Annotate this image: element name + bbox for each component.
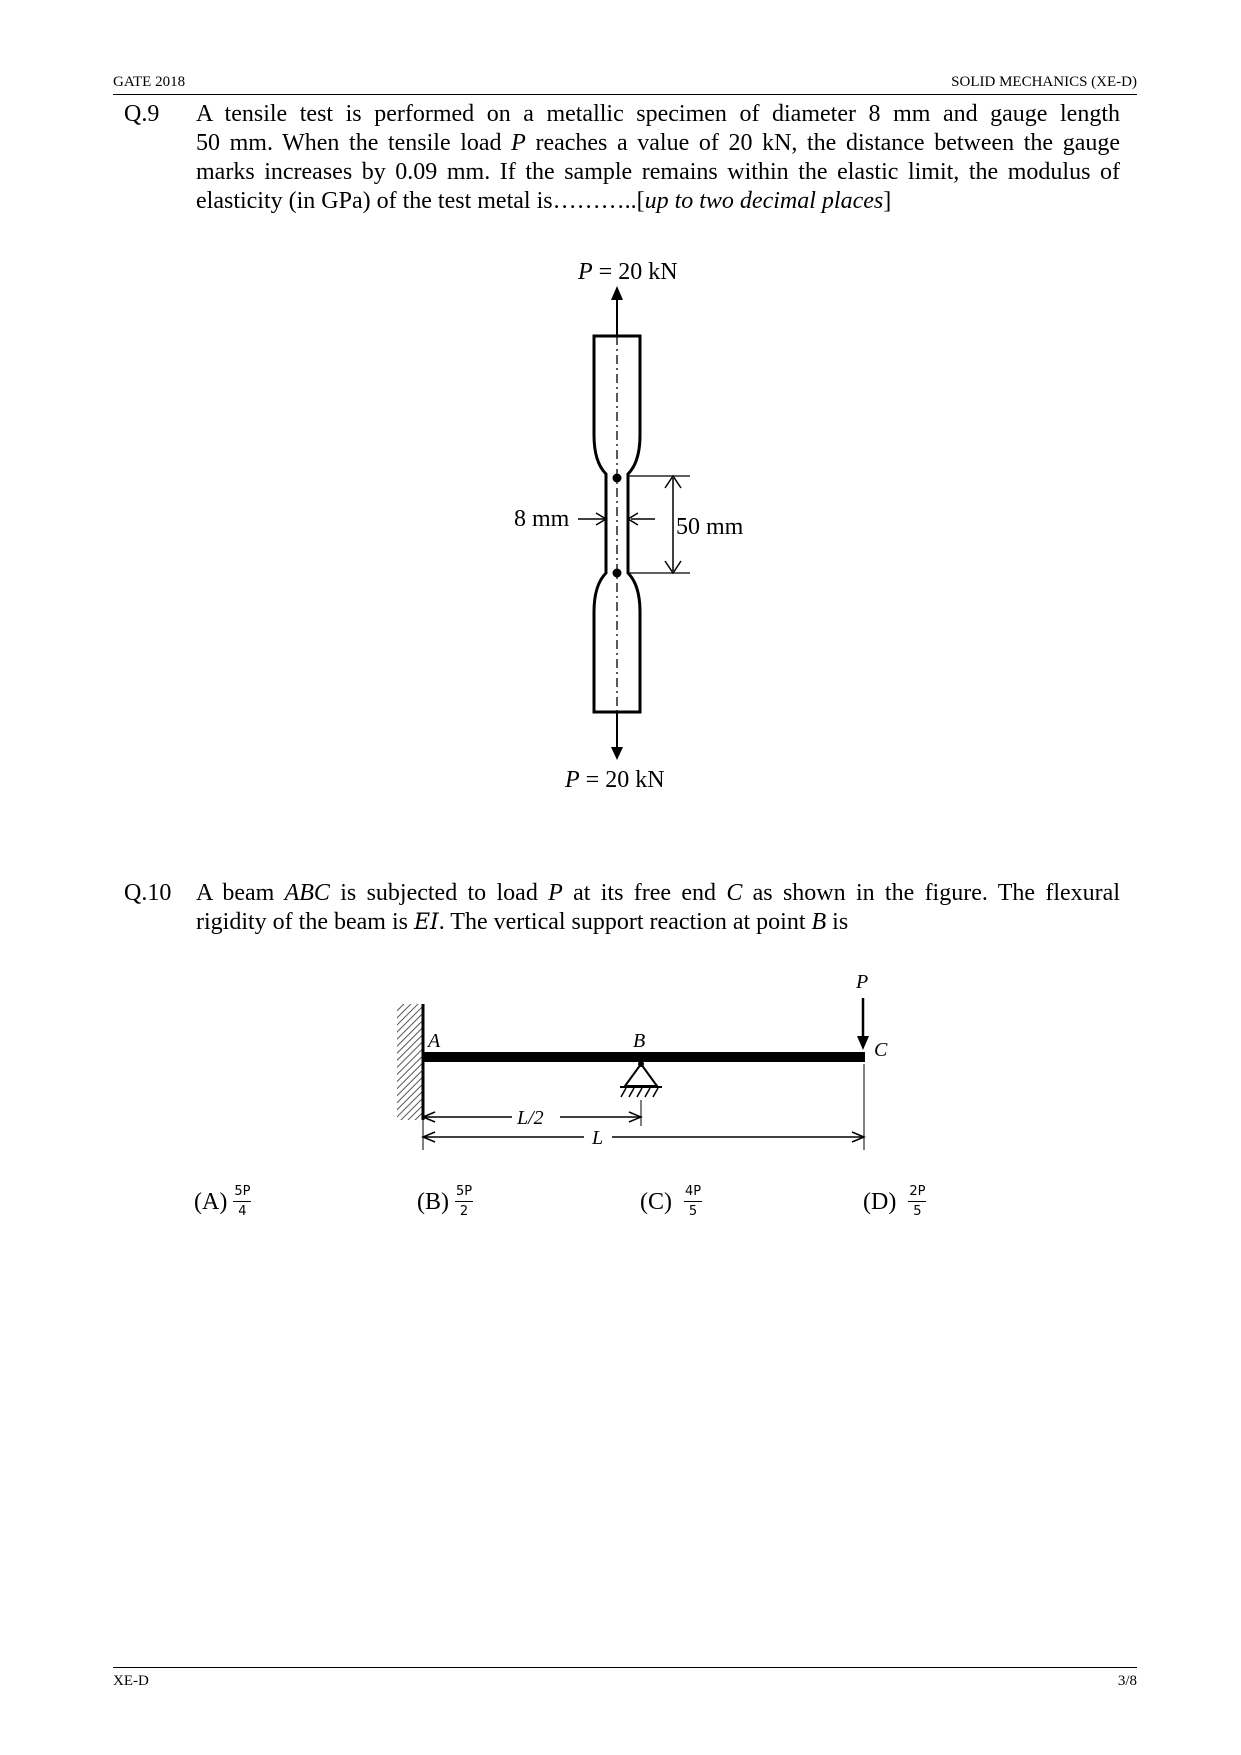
question-number: Q.9 bbox=[124, 101, 160, 127]
point-a-label: A bbox=[428, 1030, 441, 1052]
option-label: (C) bbox=[640, 1188, 672, 1215]
pin-support-b bbox=[620, 1061, 662, 1097]
q9-line-4: elasticity (in GPa) of the test metal is………..[up to two decimal places] bbox=[196, 188, 892, 214]
option-label: (D) bbox=[863, 1188, 897, 1215]
beam-abc bbox=[423, 1052, 865, 1062]
option-c[interactable] bbox=[640, 1185, 702, 1219]
option-fraction: $\frac{4P}{5}$ bbox=[685, 1184, 702, 1219]
point-b-label: B bbox=[633, 1030, 646, 1052]
paper-title: SOLID MECHANICS (XE-D) bbox=[951, 74, 1137, 90]
q9-line-2: 50 mm. When the tensile load P reaches a value of 20 kN, the distance between the gauge bbox=[196, 130, 1120, 156]
option-d[interactable] bbox=[863, 1185, 926, 1219]
diameter-label: 8 mm bbox=[514, 506, 570, 532]
load-p-label: P bbox=[856, 971, 869, 993]
option-a[interactable] bbox=[194, 1185, 251, 1219]
exam-title: GATE 2018 bbox=[113, 74, 186, 90]
question-number: Q.10 bbox=[124, 880, 172, 906]
option-fraction: $\frac{5P}{2}$ bbox=[456, 1184, 473, 1219]
option-b[interactable] bbox=[417, 1185, 473, 1219]
q10-line-1: A beam ABC is subjected to load P at its free end C as shown in the figure. The flexural bbox=[196, 880, 1120, 906]
fixed-support-wall bbox=[397, 1004, 422, 1120]
half-span-label: L/2 bbox=[517, 1107, 544, 1129]
paper-code: XE-D bbox=[113, 1673, 149, 1689]
option-label: (A) bbox=[194, 1188, 228, 1215]
page-footer bbox=[113, 1667, 1137, 1690]
span-label: L bbox=[592, 1127, 604, 1149]
q9-line-1: A tensile test is performed on a metallic specimen of diameter 8 mm and gauge length bbox=[196, 101, 1120, 127]
gauge-length-label: 50 mm bbox=[676, 514, 744, 540]
bottom-load-label: P = 20 kN bbox=[565, 767, 665, 793]
point-c-label: C bbox=[874, 1039, 888, 1061]
top-load-label: P = 20 kN bbox=[578, 259, 678, 285]
option-fraction: $\frac{2P}{5}$ bbox=[909, 1184, 926, 1219]
option-fraction: $\frac{5P}{4}$ bbox=[234, 1184, 251, 1219]
option-label: (B) bbox=[417, 1188, 449, 1215]
page-number: 3/8 bbox=[1117, 1673, 1137, 1689]
q10-line-2: rigidity of the beam is EI. The vertical support reaction at point B is bbox=[196, 909, 849, 935]
q9-line-3: marks increases by 0.09 mm. If the sample remains within the elastic limit, the modulus of bbox=[196, 159, 1120, 185]
